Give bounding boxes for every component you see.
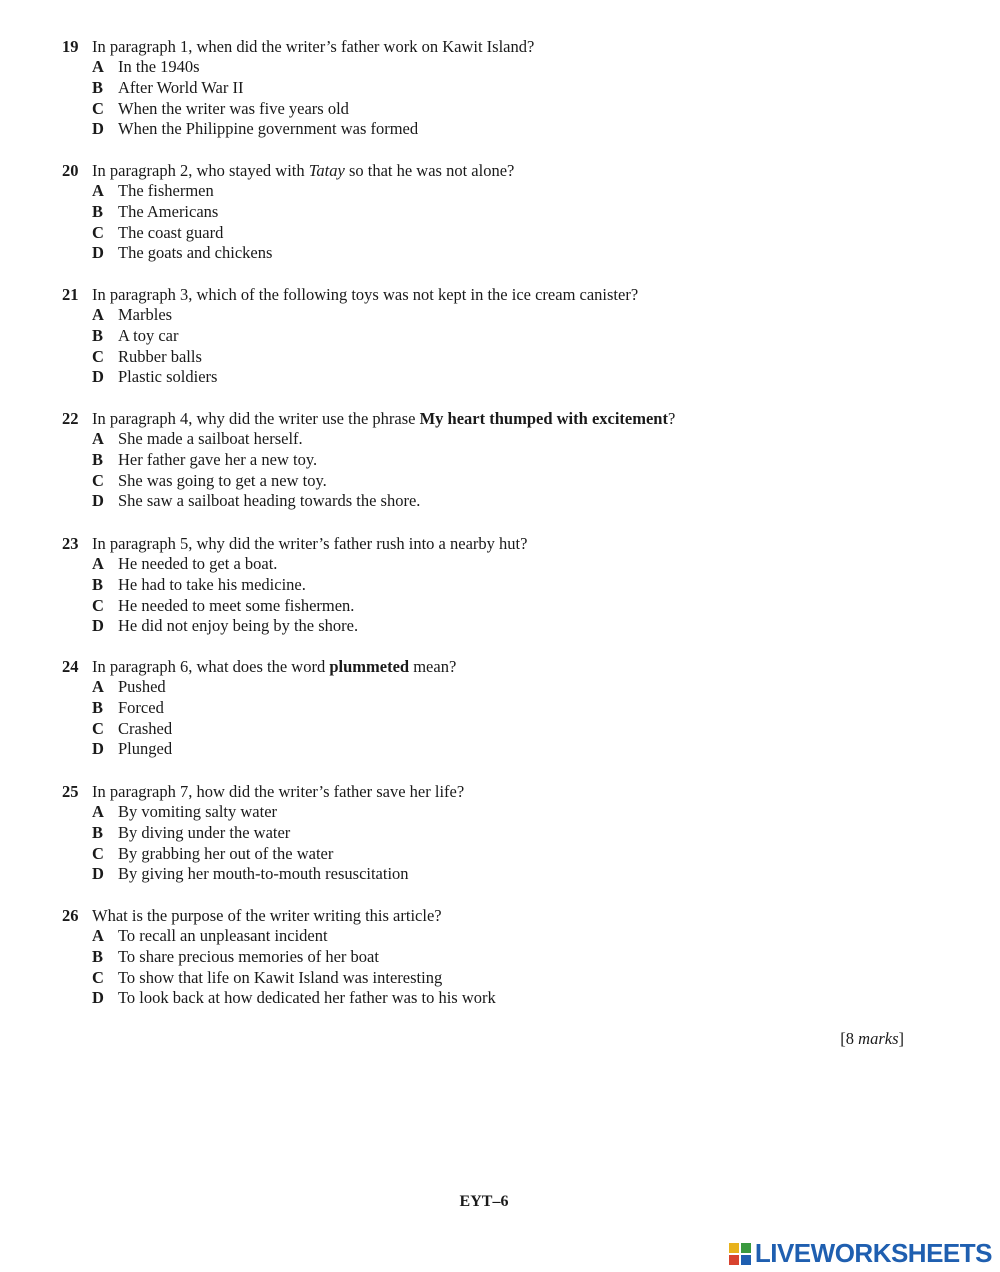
option-b[interactable]: B He had to take his medicine. — [92, 574, 306, 594]
option-b[interactable]: B Forced — [92, 697, 164, 717]
question-23 — [62, 533, 942, 637]
question-19 — [62, 36, 942, 140]
option-c[interactable]: C She was going to get a new toy. — [92, 470, 327, 490]
question-20 — [62, 160, 942, 264]
option-d[interactable]: D To look back at how dedicated her father was to his work — [92, 988, 496, 1008]
option-c[interactable]: C To show that life on Kawit Island was interesting — [92, 967, 443, 987]
question-stem: 26 What is the purpose of the writer writing this article? — [62, 906, 442, 925]
option-d[interactable]: D The goats and chickens — [92, 243, 273, 263]
question-26 — [62, 905, 942, 1009]
option-a[interactable]: A He needed to get a boat. — [92, 554, 278, 573]
option-d[interactable]: D By giving her mouth-to-mouth resuscitation — [92, 864, 409, 884]
question-stem: 20 In paragraph 2, who stayed with Tatay so that he was not alone? — [62, 161, 515, 180]
question-number: 23 — [62, 534, 79, 553]
question-stem: 22 In paragraph 4, why did the writer use the phrase My heart thumped with excitement? — [62, 409, 676, 428]
question-stem: 25 In paragraph 7, how did the writer’s father save her life? — [62, 782, 465, 801]
question-25 — [62, 781, 942, 885]
question-number: 25 — [62, 782, 79, 801]
question-stem: 21 In paragraph 3, which of the following toys was not kept in the ice cream canister? — [62, 285, 639, 304]
option-c[interactable]: C Crashed — [92, 718, 173, 738]
option-c[interactable]: C By grabbing her out of the water — [92, 843, 334, 863]
option-a[interactable]: A By vomiting salty water — [92, 802, 278, 821]
option-b[interactable]: B Her father gave her a new toy. — [92, 449, 318, 469]
marks-label: [8 marks] — [840, 1029, 904, 1048]
option-c[interactable]: C The coast guard — [92, 222, 224, 242]
question-number: 24 — [62, 657, 79, 676]
brand-squares-icon — [729, 1243, 751, 1265]
option-d[interactable]: D When the Philippine government was formed — [92, 119, 419, 139]
option-a[interactable]: A In the 1940s — [92, 57, 200, 76]
page-code: EYT–6 — [459, 1193, 509, 1210]
question-21 — [62, 284, 942, 388]
question-22 — [62, 408, 942, 512]
question-stem: 24 In paragraph 6, what does the word plummeted mean? — [62, 657, 457, 676]
option-c[interactable]: C When the writer was five years old — [92, 98, 349, 118]
question-number: 26 — [62, 906, 79, 925]
question-stem: 23 In paragraph 5, why did the writer’s father rush into a nearby hut? — [62, 534, 528, 553]
option-b[interactable]: B A toy car — [92, 325, 179, 345]
option-b[interactable]: B The Americans — [92, 201, 219, 221]
option-a[interactable]: A She made a sailboat herself. — [92, 429, 303, 448]
question-24 — [62, 656, 942, 760]
option-d[interactable]: D Plastic soldiers — [92, 367, 218, 387]
option-c[interactable]: C He needed to meet some fishermen. — [92, 595, 355, 615]
option-b[interactable]: B By diving under the water — [92, 822, 291, 842]
option-a[interactable]: A Marbles — [92, 305, 173, 324]
option-a[interactable]: A Pushed — [92, 677, 166, 696]
option-d[interactable]: D He did not enjoy being by the shore. — [92, 616, 359, 636]
liveworksheets-logo[interactable] — [729, 1238, 992, 1269]
question-number: 21 — [62, 285, 79, 304]
option-a[interactable]: A To recall an unpleasant incident — [92, 926, 328, 945]
option-b[interactable]: B After World War II — [92, 77, 244, 97]
option-d[interactable]: D Plunged — [92, 739, 173, 759]
option-c[interactable]: C Rubber balls — [92, 346, 202, 366]
question-number: 22 — [62, 409, 79, 428]
question-stem: 19 In paragraph 1, when did the writer’s father work on Kawit Island? — [62, 37, 535, 56]
brand-text: LIVEWORKSHEETS — [754, 1238, 992, 1268]
question-number: 19 — [62, 37, 79, 56]
question-number: 20 — [62, 161, 79, 180]
option-b[interactable]: B To share precious memories of her boat — [92, 946, 379, 966]
option-d[interactable]: D She saw a sailboat heading towards the shore. — [92, 491, 421, 511]
option-a[interactable]: A The fishermen — [92, 181, 214, 200]
